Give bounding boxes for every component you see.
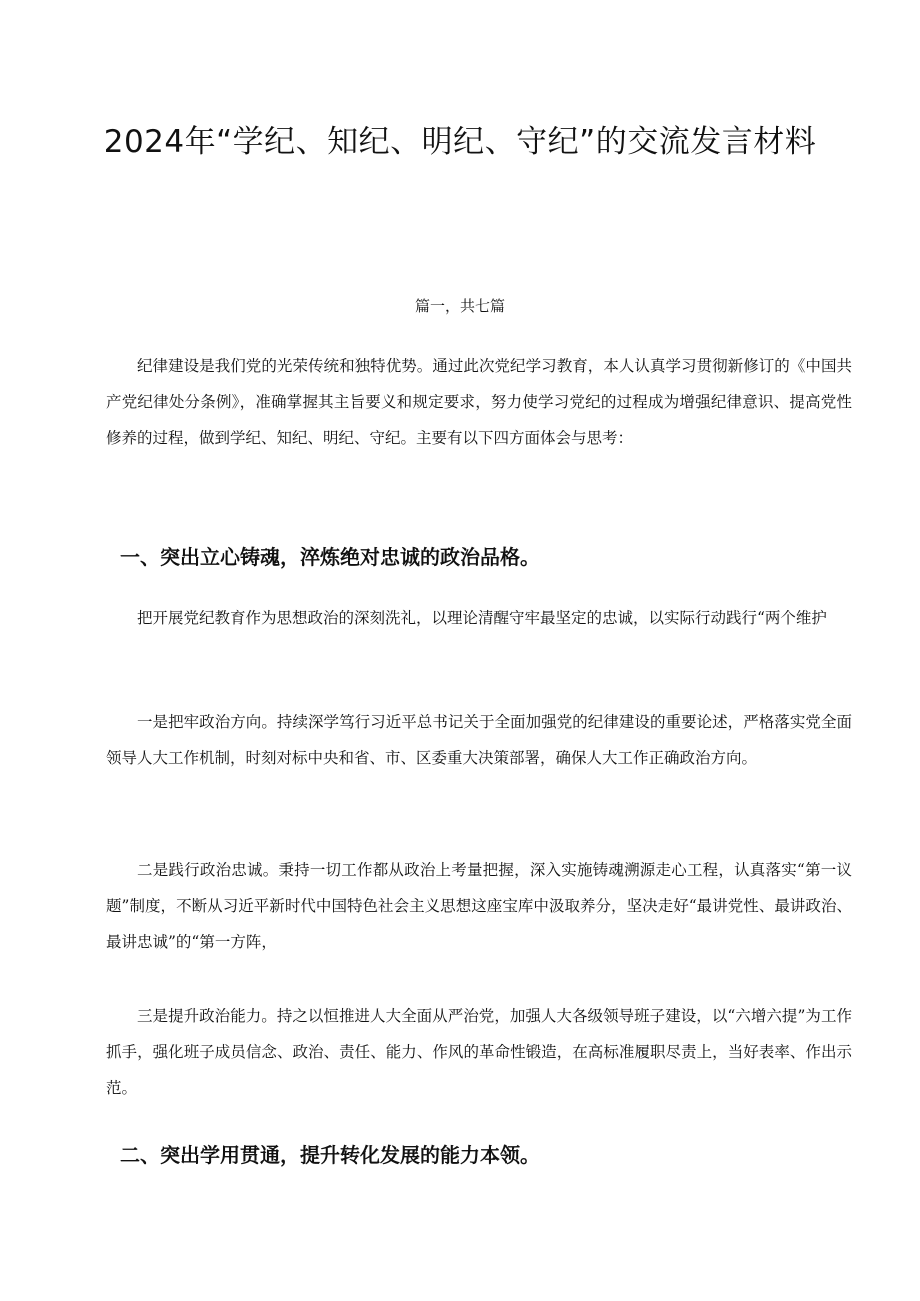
section-1-point-2: 二是践行政治忠诚。秉持一切工作都从政治上考量把握，深入实施铸魂溯源走心工程，认真落实“第一议题”制度，不断从习近平新时代中国特色社会主义思想这座宝库中汲取养分，坚决走好“最讲党性、最讲政治、最讲忠诚”的“第一方阵， (106, 861, 852, 951)
section-heading-2: 二、突出学用贯通，提升转化发展的能力本领。 (120, 1143, 540, 1167)
intro-paragraph: 纪律建设是我们党的光荣传统和独特优势。通过此次党纪学习教育，本人认真学习贯彻新修订的《中国共产党纪律处分条例》，准确掌握其主旨要义和规定要求，努力使学习党纪的过程成为增强纪律意识、提高党性修养的过程，做到学纪、知纪、明纪、守纪。主要有以下四方面体会与思考： (106, 357, 852, 447)
section-1-point-3: 三是提升政治能力。持之以恒推进人大全面从严治党，加强人大各级领导班子建设，以“六增六提”为工作抓手，强化班子成员信念、政治、责任、能力、作风的革命性锻造，在高标准履职尽责上，当好表率、作出示范。 (106, 1007, 852, 1097)
section-1-paragraph: 把开展党纪教育作为思想政治的深刻洗礼，以理论清醒守牢最坚定的忠诚，以实际行动践行“两个维护 (137, 609, 827, 627)
section-1-point-1: 一是把牢政治方向。持续深学笃行习近平总书记关于全面加强党的纪律建设的重要论述，严格落实党全面领导人大工作机制，时刻对标中央和省、市、区委重大决策部署，确保人大工作正确政治方向。 (106, 713, 852, 767)
document-subtitle: 篇一，共七篇 (414, 297, 505, 315)
document-title: 2024年“学纪、知纪、明纪、守纪”的交流发言材料 (103, 124, 817, 160)
section-heading-1: 一、突出立心铸魂，淬炼绝对忠诚的政治品格。 (120, 545, 540, 569)
